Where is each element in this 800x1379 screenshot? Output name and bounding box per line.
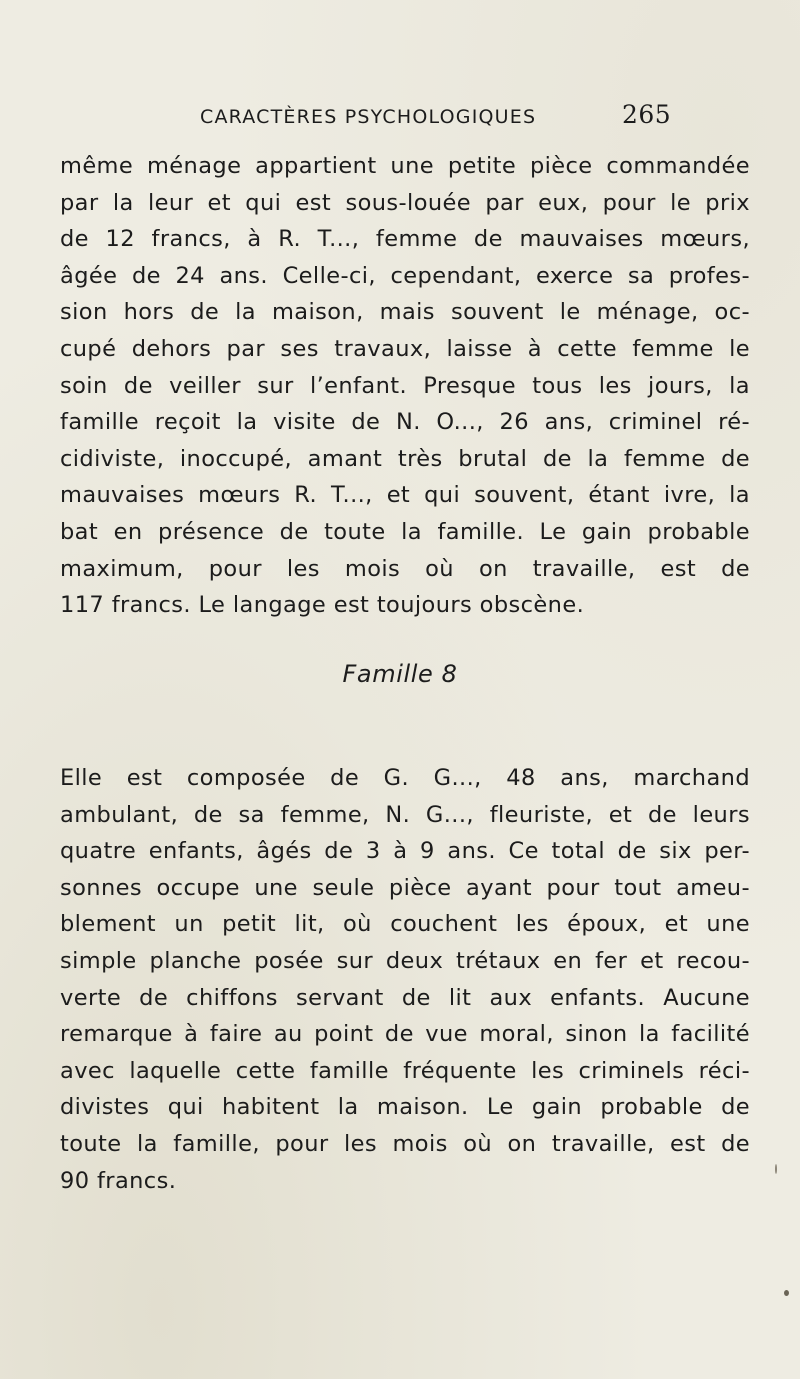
text-line: remarque à faire au point de vue moral, sinon la facilité: [60, 1021, 750, 1048]
text-line: cupé dehors par ses travaux, laisse à cette femme le: [60, 335, 750, 362]
text-line: 90 francs.: [60, 1167, 177, 1194]
text-line: divistes qui habitent la maison. Le gain probable de: [60, 1094, 750, 1121]
text-line: bat en présence de toute la famille. Le gain probable: [60, 518, 750, 545]
paper-speck: [784, 1290, 789, 1296]
text-line: sonnes occupe une seule pièce ayant pour tout ameu-: [60, 874, 750, 901]
paragraph-continued: [60, 148, 750, 624]
text-line: par la leur et qui est sous-louée par eux, pour le prix: [60, 189, 750, 216]
text-line: avec laquelle cette famille fréquente les criminels réci-: [60, 1057, 750, 1084]
text-line: quatre enfants, âgés de 3 à 9 ans. Ce total de six per-: [60, 838, 750, 865]
text-line: âgée de 24 ans. Celle-ci, cependant, exerce sa profes-: [60, 262, 750, 289]
paragraph-family-8: [60, 760, 750, 1199]
text-line: 117 francs. Le langage est toujours obscène.: [60, 592, 585, 619]
text-line: verte de chiffons servant de lit aux enfants. Aucune: [60, 984, 750, 1011]
text-line: blement un petit lit, où couchent les époux, et une: [60, 911, 750, 938]
page-number: 265: [622, 100, 672, 129]
paper-speck: [775, 1164, 777, 1174]
text-line: ambulant, de sa femme, N. G..., fleuriste, et de leurs: [60, 801, 750, 828]
text-line: de 12 francs, à R. T..., femme de mauvaises mœurs,: [60, 226, 750, 253]
text-line: toute la famille, pour les mois où on travaille, est de: [60, 1130, 750, 1157]
text-line: même ménage appartient une petite pièce commandée: [60, 153, 750, 179]
text-line: sion hors de la maison, mais souvent le ménage, oc-: [60, 299, 750, 326]
running-title: CARACTÈRES PSYCHOLOGIQUES: [200, 106, 537, 128]
page-header: [170, 100, 670, 140]
text-line: soin de veiller sur l’enfant. Presque tous les jours, la: [60, 372, 750, 399]
text-line: cidiviste, inoccupé, amant très brutal de la femme de: [60, 445, 750, 472]
text-line: famille reçoit la visite de N. O..., 26 ans, criminel ré-: [60, 409, 750, 436]
text-line: mauvaises mœurs R. T..., et qui souvent, étant ivre, la: [60, 482, 750, 509]
text-line: maximum, pour les mois où on travaille, est de: [60, 555, 750, 582]
text-line: simple planche posée sur deux trétaux en fer et recou-: [60, 947, 750, 974]
section-heading: Famille 8: [342, 660, 458, 688]
text-line: Elle est composée de G. G..., 48 ans, marchand: [60, 765, 750, 791]
